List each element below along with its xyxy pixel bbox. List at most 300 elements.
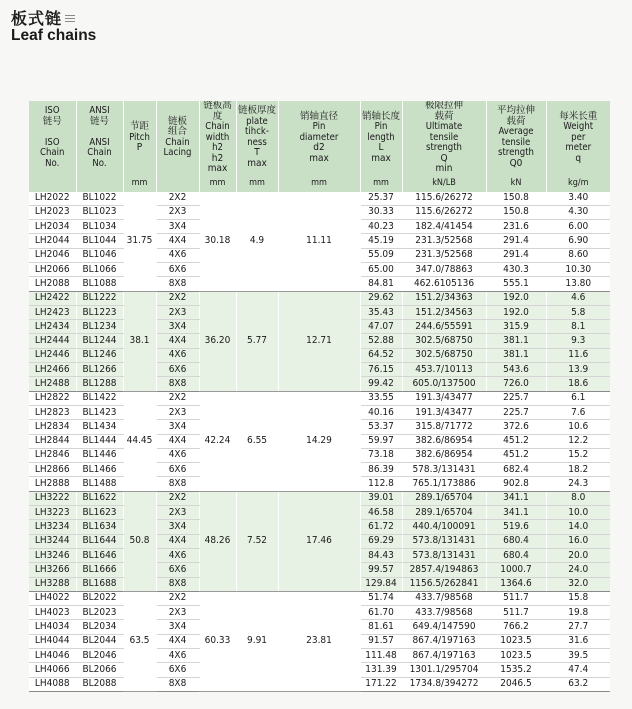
pin-length: 86.39 <box>360 463 402 477</box>
column-symbol: L max <box>371 142 391 164</box>
ultimate-tensile-strength: 440.4/100091 <box>402 520 486 534</box>
pin-length: 99.57 <box>360 563 402 577</box>
pin-length: 76.15 <box>360 363 402 377</box>
weight-per-meter: 8.0 <box>546 491 610 505</box>
chain-lacing: 8X8 <box>156 377 199 391</box>
average-tensile-strength: 150.8 <box>486 205 546 219</box>
ultimate-tensile-strength: 231.3/52568 <box>402 234 486 248</box>
pin-diameter: 12.71 <box>278 291 360 391</box>
table-row <box>29 291 610 305</box>
chain-lacing: 2X3 <box>156 205 199 219</box>
chain-lacing: 2X2 <box>156 291 199 305</box>
column-header-zh: 链板 组合 <box>167 115 187 138</box>
pitch: 63.5 <box>123 591 156 691</box>
iso-chain-no: LH2822 <box>29 391 76 405</box>
column-unit: mm <box>278 175 360 192</box>
average-tensile-strength: 381.1 <box>486 334 546 348</box>
column-header-zh: 链板厚度 <box>237 105 276 117</box>
chain-lacing: 2X3 <box>156 305 199 319</box>
column-header-en: plate tihck- ness <box>245 115 269 148</box>
plate-thickness: 9.91 <box>236 591 278 691</box>
weight-per-meter: 4.30 <box>546 205 610 219</box>
pin-length: 55.09 <box>360 248 402 262</box>
chain-lacing: 4X6 <box>156 649 199 663</box>
pin-length: 65.00 <box>360 262 402 276</box>
column-unit: mm <box>123 175 156 192</box>
weight-per-meter: 9.3 <box>546 334 610 348</box>
iso-chain-no: LH2488 <box>29 377 76 391</box>
ultimate-tensile-strength: 382.6/86954 <box>402 434 486 448</box>
ultimate-tensile-strength: 462.6105136 <box>402 277 486 291</box>
iso-chain-no: LH4066 <box>29 663 76 677</box>
weight-per-meter: 31.6 <box>546 634 610 648</box>
iso-chain-no: LH4034 <box>29 620 76 634</box>
weight-per-meter: 15.2 <box>546 448 610 462</box>
average-tensile-strength: 430.3 <box>486 262 546 276</box>
ansi-chain-no: BL1444 <box>76 434 123 448</box>
chain-lacing: 2X2 <box>156 491 199 505</box>
iso-chain-no: LH2866 <box>29 463 76 477</box>
ansi-chain-no: BL2023 <box>76 606 123 620</box>
ultimate-tensile-strength: 1301.1/295704 <box>402 663 486 677</box>
pin-length: 40.16 <box>360 405 402 419</box>
pin-length: 47.07 <box>360 320 402 334</box>
average-tensile-strength: 766.2 <box>486 620 546 634</box>
column-header <box>236 101 278 175</box>
ultimate-tensile-strength: 182.4/41454 <box>402 220 486 234</box>
ansi-chain-no: BL1034 <box>76 220 123 234</box>
pin-length: 171.22 <box>360 677 402 691</box>
column-header-zh: ISO 链号 <box>42 105 62 127</box>
weight-per-meter: 10.0 <box>546 506 610 520</box>
ansi-chain-no: BL1066 <box>76 262 123 276</box>
average-tensile-strength: 291.4 <box>486 234 546 248</box>
chain-lacing: 6X6 <box>156 463 199 477</box>
column-header <box>29 101 76 175</box>
iso-chain-no: LH4044 <box>29 634 76 648</box>
ansi-chain-no: BL1666 <box>76 563 123 577</box>
ultimate-tensile-strength: 867.4/197163 <box>402 649 486 663</box>
ultimate-tensile-strength: 605.0/137500 <box>402 377 486 391</box>
header-row-units <box>29 175 610 192</box>
average-tensile-strength: 451.2 <box>486 448 546 462</box>
chain-width-h2: 36.20 <box>199 291 236 391</box>
chain-lacing: 3X4 <box>156 520 199 534</box>
table-row <box>29 192 610 206</box>
average-tensile-strength: 341.1 <box>486 491 546 505</box>
average-tensile-strength: 192.0 <box>486 291 546 305</box>
ansi-chain-no: BL1246 <box>76 348 123 362</box>
ansi-chain-no: BL1046 <box>76 248 123 262</box>
column-symbol: Q min <box>435 152 453 174</box>
ultimate-tensile-strength: 191.3/43477 <box>402 391 486 405</box>
chain-lacing: 4X4 <box>156 634 199 648</box>
chain-lacing: 2X2 <box>156 192 199 206</box>
ultimate-tensile-strength: 347.0/78863 <box>402 262 486 276</box>
pin-length: 64.52 <box>360 348 402 362</box>
pin-length: 59.97 <box>360 434 402 448</box>
chain-lacing: 4X4 <box>156 234 199 248</box>
chain-width-h2: 48.26 <box>199 491 236 591</box>
ultimate-tensile-strength: 573.8/131431 <box>402 534 486 548</box>
ansi-chain-no: BL1222 <box>76 291 123 305</box>
average-tensile-strength: 231.6 <box>486 220 546 234</box>
chain-lacing: 2X3 <box>156 606 199 620</box>
iso-chain-no: LH2422 <box>29 291 76 305</box>
iso-chain-no: LH2846 <box>29 448 76 462</box>
chain-lacing: 8X8 <box>156 277 199 291</box>
iso-chain-no: LH2446 <box>29 348 76 362</box>
ansi-chain-no: BL1223 <box>76 305 123 319</box>
pin-length: 69.29 <box>360 534 402 548</box>
ultimate-tensile-strength: 151.2/34363 <box>402 291 486 305</box>
weight-per-meter: 8.60 <box>546 248 610 262</box>
ultimate-tensile-strength: 2857.4/194863 <box>402 563 486 577</box>
chain-width-h2: 30.18 <box>199 192 236 292</box>
average-tensile-strength: 150.8 <box>486 192 546 206</box>
ultimate-tensile-strength: 302.5/68750 <box>402 334 486 348</box>
weight-per-meter: 20.0 <box>546 548 610 562</box>
column-header <box>486 101 546 175</box>
weight-per-meter: 10.6 <box>546 420 610 434</box>
iso-chain-no: LH3234 <box>29 520 76 534</box>
pin-length: 61.72 <box>360 520 402 534</box>
ultimate-tensile-strength: 573.8/131431 <box>402 548 486 562</box>
pitch: 31.75 <box>123 192 156 292</box>
column-unit: mm <box>199 175 236 192</box>
average-tensile-strength: 291.4 <box>486 248 546 262</box>
iso-chain-no: LH2888 <box>29 477 76 491</box>
ultimate-tensile-strength: 289.1/65704 <box>402 506 486 520</box>
plate-thickness: 6.55 <box>236 391 278 491</box>
page-title-zh: 板式链 <box>11 6 75 29</box>
column-unit <box>156 175 199 192</box>
iso-chain-no: LH2022 <box>29 192 76 206</box>
pin-length: 81.61 <box>360 620 402 634</box>
weight-per-meter: 18.6 <box>546 377 610 391</box>
iso-chain-no: LH3246 <box>29 548 76 562</box>
pin-length: 129.84 <box>360 577 402 591</box>
chain-lacing: 8X8 <box>156 477 199 491</box>
chain-group <box>29 192 610 292</box>
ultimate-tensile-strength: 765.1/173886 <box>402 477 486 491</box>
chain-lacing: 4X4 <box>156 334 199 348</box>
iso-chain-no: LH2834 <box>29 420 76 434</box>
chain-lacing: 3X4 <box>156 420 199 434</box>
average-tensile-strength: 555.1 <box>486 277 546 291</box>
pin-length: 73.18 <box>360 448 402 462</box>
ultimate-tensile-strength: 231.3/52568 <box>402 248 486 262</box>
weight-per-meter: 14.0 <box>546 520 610 534</box>
pin-diameter: 17.46 <box>278 491 360 591</box>
column-header-zh: 链板高度 <box>203 101 232 122</box>
chain-lacing: 8X8 <box>156 677 199 691</box>
column-header-zh: 每米长重 <box>559 110 598 122</box>
average-tensile-strength: 1023.5 <box>486 634 546 648</box>
column-header <box>360 101 402 175</box>
iso-chain-no: LH3266 <box>29 563 76 577</box>
weight-per-meter: 19.8 <box>546 606 610 620</box>
column-header <box>123 101 156 175</box>
ansi-chain-no: BL2088 <box>76 677 123 691</box>
column-header <box>402 101 486 175</box>
average-tensile-strength: 1364.6 <box>486 577 546 591</box>
pin-length: 84.81 <box>360 277 402 291</box>
page-title-en: Leaf chains <box>11 27 97 44</box>
chain-lacing: 6X6 <box>156 663 199 677</box>
iso-chain-no: LH3244 <box>29 534 76 548</box>
weight-per-meter: 10.30 <box>546 262 610 276</box>
pin-length: 46.58 <box>360 506 402 520</box>
iso-chain-no: LH4023 <box>29 606 76 620</box>
chain-lacing: 6X6 <box>156 262 199 276</box>
ansi-chain-no: BL1688 <box>76 577 123 591</box>
chain-group <box>29 291 610 391</box>
average-tensile-strength: 519.6 <box>486 520 546 534</box>
ansi-chain-no: BL1434 <box>76 420 123 434</box>
pin-length: 39.01 <box>360 491 402 505</box>
weight-per-meter: 39.5 <box>546 649 610 663</box>
column-unit: kN <box>486 175 546 192</box>
column-header <box>278 101 360 175</box>
average-tensile-strength: 902.8 <box>486 477 546 491</box>
pin-length: 112.8 <box>360 477 402 491</box>
pitch: 44.45 <box>123 391 156 491</box>
iso-chain-no: LH2046 <box>29 248 76 262</box>
average-tensile-strength: 372.6 <box>486 420 546 434</box>
pin-length: 111.48 <box>360 649 402 663</box>
iso-chain-no: LH3223 <box>29 506 76 520</box>
column-symbol: Q0 <box>509 157 523 169</box>
iso-chain-no: LH2823 <box>29 405 76 419</box>
ansi-chain-no: BL1488 <box>76 477 123 491</box>
column-header-en: Ultimate tensile strength <box>425 121 463 153</box>
weight-per-meter: 24.3 <box>546 477 610 491</box>
ansi-chain-no: BL1446 <box>76 448 123 462</box>
average-tensile-strength: 1000.7 <box>486 563 546 577</box>
column-header-en: ANSI Chain No. <box>87 136 112 169</box>
ultimate-tensile-strength: 433.7/98568 <box>402 591 486 605</box>
average-tensile-strength: 511.7 <box>486 606 546 620</box>
column-header-zh: ANSI 链号 <box>89 105 110 127</box>
header-row-names <box>29 101 610 175</box>
ansi-chain-no: BL2046 <box>76 649 123 663</box>
ultimate-tensile-strength: 867.4/197163 <box>402 634 486 648</box>
average-tensile-strength: 451.2 <box>486 434 546 448</box>
ultimate-tensile-strength: 302.5/68750 <box>402 348 486 362</box>
pin-length: 35.43 <box>360 305 402 319</box>
chain-lacing: 3X4 <box>156 320 199 334</box>
ansi-chain-no: BL1288 <box>76 377 123 391</box>
weight-per-meter: 27.7 <box>546 620 610 634</box>
column-header-en: Chain Lacing <box>163 136 192 159</box>
column-header <box>76 101 123 175</box>
ultimate-tensile-strength: 1156.5/262841 <box>402 577 486 591</box>
ansi-chain-no: BL1634 <box>76 520 123 534</box>
average-tensile-strength: 543.6 <box>486 363 546 377</box>
ultimate-tensile-strength: 191.3/43477 <box>402 405 486 419</box>
column-header-zh: 销轴长度 <box>361 110 400 122</box>
average-tensile-strength: 511.7 <box>486 591 546 605</box>
column-header-en: Pin length <box>367 121 395 143</box>
column-symbol: h2 max <box>207 152 228 174</box>
plate-thickness: 7.52 <box>236 491 278 591</box>
iso-chain-no: LH4046 <box>29 649 76 663</box>
weight-per-meter: 3.40 <box>546 192 610 206</box>
column-symbol: d2 max <box>309 142 329 164</box>
chain-lacing: 4X4 <box>156 434 199 448</box>
chain-lacing: 2X2 <box>156 391 199 405</box>
ansi-chain-no: BL1646 <box>76 548 123 562</box>
column-header <box>546 101 610 175</box>
pin-length: 91.57 <box>360 634 402 648</box>
table-row <box>29 591 610 605</box>
title-ornament-icon <box>65 15 75 23</box>
weight-per-meter: 32.0 <box>546 577 610 591</box>
chain-lacing: 2X2 <box>156 591 199 605</box>
ultimate-tensile-strength: 315.8/71772 <box>402 420 486 434</box>
iso-chain-no: LH2844 <box>29 434 76 448</box>
pin-length: 53.37 <box>360 420 402 434</box>
weight-per-meter: 18.2 <box>546 463 610 477</box>
ansi-chain-no: BL2044 <box>76 634 123 648</box>
iso-chain-no: LH2434 <box>29 320 76 334</box>
weight-per-meter: 24.0 <box>546 563 610 577</box>
weight-per-meter: 11.6 <box>546 348 610 362</box>
average-tensile-strength: 680.4 <box>486 534 546 548</box>
pitch: 50.8 <box>123 491 156 591</box>
ansi-chain-no: BL1088 <box>76 277 123 291</box>
average-tensile-strength: 315.9 <box>486 320 546 334</box>
chain-lacing: 2X3 <box>156 405 199 419</box>
pin-length: 52.88 <box>360 334 402 348</box>
ansi-chain-no: BL1622 <box>76 491 123 505</box>
weight-per-meter: 13.9 <box>546 363 610 377</box>
ansi-chain-no: BL2022 <box>76 591 123 605</box>
ultimate-tensile-strength: 382.6/86954 <box>402 448 486 462</box>
column-header-en: Pitch <box>129 131 150 143</box>
iso-chain-no: LH2423 <box>29 305 76 319</box>
chain-group <box>29 491 610 591</box>
weight-per-meter: 7.6 <box>546 405 610 419</box>
pin-length: 30.33 <box>360 205 402 219</box>
iso-chain-no: LH4022 <box>29 591 76 605</box>
plate-thickness: 4.9 <box>236 192 278 292</box>
column-header-zh: 极限拉伸 载荷 <box>424 101 463 122</box>
ultimate-tensile-strength: 1734.8/394272 <box>402 677 486 691</box>
column-symbol: P <box>136 142 143 153</box>
column-header-zh: 销轴直径 <box>299 110 338 122</box>
iso-chain-no: LH2034 <box>29 220 76 234</box>
chain-lacing: 4X6 <box>156 348 199 362</box>
ansi-chain-no: BL1644 <box>76 534 123 548</box>
pin-length: 51.74 <box>360 591 402 605</box>
ansi-chain-no: BL2066 <box>76 663 123 677</box>
column-header-zh: 平均拉伸 载荷 <box>496 105 535 127</box>
pin-length: 61.70 <box>360 606 402 620</box>
average-tensile-strength: 2046.5 <box>486 677 546 691</box>
weight-per-meter: 8.1 <box>546 320 610 334</box>
iso-chain-no: LH2088 <box>29 277 76 291</box>
column-header-en: Weight per meter <box>563 121 594 153</box>
weight-per-meter: 63.2 <box>546 677 610 691</box>
column-unit: kN/LB <box>402 175 486 192</box>
weight-per-meter: 6.1 <box>546 391 610 405</box>
pin-length: 45.19 <box>360 234 402 248</box>
chain-lacing: 4X6 <box>156 248 199 262</box>
iso-chain-no: LH3222 <box>29 491 76 505</box>
ansi-chain-no: BL1044 <box>76 234 123 248</box>
ultimate-tensile-strength: 289.1/65704 <box>402 491 486 505</box>
weight-per-meter: 12.2 <box>546 434 610 448</box>
column-header <box>156 101 199 175</box>
chain-lacing: 4X4 <box>156 534 199 548</box>
average-tensile-strength: 192.0 <box>486 305 546 319</box>
chain-lacing: 3X4 <box>156 220 199 234</box>
plate-thickness: 5.77 <box>236 291 278 391</box>
average-tensile-strength: 341.1 <box>486 506 546 520</box>
column-unit <box>29 175 76 192</box>
pin-length: 99.42 <box>360 377 402 391</box>
weight-per-meter: 6.90 <box>546 234 610 248</box>
iso-chain-no: LH3288 <box>29 577 76 591</box>
average-tensile-strength: 726.0 <box>486 377 546 391</box>
weight-per-meter: 47.4 <box>546 663 610 677</box>
column-unit: mm <box>360 175 402 192</box>
chain-lacing: 8X8 <box>156 577 199 591</box>
iso-chain-no: LH2023 <box>29 205 76 219</box>
iso-chain-no: LH2466 <box>29 363 76 377</box>
ansi-chain-no: BL1422 <box>76 391 123 405</box>
column-header-en: Chain width h2 <box>205 121 230 153</box>
weight-per-meter: 15.8 <box>546 591 610 605</box>
chain-lacing: 3X4 <box>156 620 199 634</box>
average-tensile-strength: 381.1 <box>486 348 546 362</box>
column-symbol: q <box>575 152 582 164</box>
column-header-en: Pin diameter <box>299 121 339 143</box>
column-symbol: T max <box>247 147 267 169</box>
weight-per-meter: 5.8 <box>546 305 610 319</box>
table-row <box>29 391 610 405</box>
pin-length: 29.62 <box>360 291 402 305</box>
average-tensile-strength: 225.7 <box>486 405 546 419</box>
average-tensile-strength: 225.7 <box>486 391 546 405</box>
pin-length: 25.37 <box>360 192 402 206</box>
column-unit: mm <box>236 175 278 192</box>
column-header-zh: 节距 <box>129 121 149 132</box>
average-tensile-strength: 680.4 <box>486 548 546 562</box>
ultimate-tensile-strength: 244.6/55591 <box>402 320 486 334</box>
average-tensile-strength: 1535.2 <box>486 663 546 677</box>
iso-chain-no: LH2066 <box>29 262 76 276</box>
pin-length: 33.55 <box>360 391 402 405</box>
pin-length: 40.23 <box>360 220 402 234</box>
ultimate-tensile-strength: 453.7/10113 <box>402 363 486 377</box>
chain-group <box>29 591 610 691</box>
chain-width-h2: 42.24 <box>199 391 236 491</box>
chain-lacing: 6X6 <box>156 563 199 577</box>
ultimate-tensile-strength: 578.3/131431 <box>402 463 486 477</box>
ansi-chain-no: BL1022 <box>76 192 123 206</box>
ansi-chain-no: BL1623 <box>76 506 123 520</box>
table-row <box>29 491 610 505</box>
chain-lacing: 2X3 <box>156 506 199 520</box>
pitch: 38.1 <box>123 291 156 391</box>
chain-lacing: 4X6 <box>156 448 199 462</box>
iso-chain-no: LH2444 <box>29 334 76 348</box>
column-header-en: ISO Chain No. <box>40 136 65 169</box>
chain-group <box>29 391 610 491</box>
